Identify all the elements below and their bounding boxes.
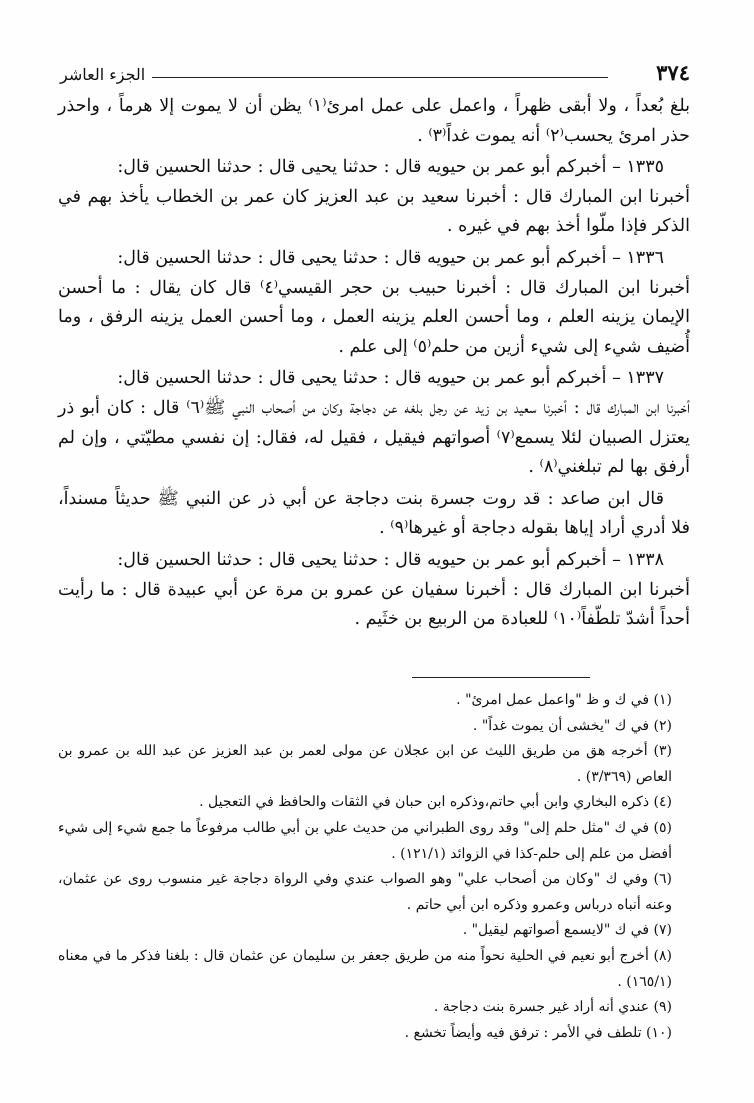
ibn-saed-note: قال ابن صاعد : قد روت جسرة بنت دجاجة عن أبي ذر عن النبي ﷺ حديثاً مسنداً، فلا أدري أراد إياها بقوله دجاجة أو غيرها⁽٩⁾ . (58, 488, 690, 539)
footnote-separator (412, 677, 590, 678)
footnote-5: (٥) في ك "مثل حلم إلى" وقد روى الطبراني من حديث علي بن أبي طالب مرفوعاً ما جمع شيء إلى شيء أفضل من علم إلى حلم-كذا في الزوائد (١٢١/١) . (58, 819, 672, 862)
page-header (60, 60, 690, 86)
hadith-1338-text: أخبرنا ابن المبارك قال : أخبرنا سفيان عن عمرو بن مرة عن أبي عبيدة قال : ما رأيت أحداً أشدّ تلطّفاً⁽١٠⁾ للعبادة من الربيع بن خثَيم . (58, 579, 690, 630)
running-title: الجزء العاشر (60, 65, 146, 84)
footnote-6: (٦) وفي ك "وكان من أصحاب علي" وهو الصواب عندي وفي الرواة دجاجة غير منسوب روى عن عثمان، وعنه أنباه درباس وعمرو وذكره ابن أبي حاتم . (58, 871, 672, 913)
footnote-4: (٤) ذكره البخاري وابن أبي حاتم،وذكره ابن حبان في الثقات والحافظ في التعجيل . (199, 794, 672, 811)
hadith-1337-lead: ١٣٣٧ – أخبركم أبو عمر بن حيويه قال : حدثنا يحيى قال : حدثنا الحسين قال: (117, 368, 664, 389)
footnote-7: (٧) في ك "لايسمع أصواتهم ليقيل" . (462, 922, 672, 939)
hadith-1337-text: أخبرنا ابن المبارك قال : أخبرنا سعيد بن زيد عن رجل بلغه عن دجاجة وكان من أصحاب النبي ﷺ⁽٦⁾ قال : كان أبو ذر يعتزل الصبيان لئلا يسمع⁽٧⁾ أصواتهم فيقيل ، فقيل له، فقال: إن نفسي مطيّتي ، وإن لم أرفق بها لم تبلغني⁽٨⁾ . (58, 397, 691, 478)
paragraph-continuation: بلغ بُعداً ، ولا أبقى ظهراً ، واعمل على عمل امرئ⁽١⁾ يظن أن لا يموت إلا هرماً ، واحذر حذر امرئ يحسب⁽٢⁾ أنه يموت غداً⁽٣⁾ . (58, 96, 690, 146)
hadith-1335-lead: ١٣٣٥ – أخبركم أبو عمر بن حيويه قال : حدثنا يحيى قال : حدثنا الحسين قال: (117, 157, 664, 178)
footnote-1: (١) في ك و ظ "واعمل عمل امرئ" . (456, 692, 672, 708)
footnote-10: (١٠) تلطف في الأمر : ترفق فيه وأيضاً تخشع . (404, 1024, 672, 1041)
hadith-1336-lead: ١٣٣٦ – أخبركم أبو عمر بن حيويه قال : حدثنا يحيى قال : حدثنا الحسين قال: (117, 247, 664, 268)
footnote-9: (٩) عندي أنه أراد غير جسرة بنت دجاجة . (433, 999, 672, 1016)
footnote-3: (٣) أخرجه هق من طريق الليث عن ابن عجلان عن مولى لعمر بن عبد العزيز عن عبد الله بن عمرو بن العاص (٣/٣٦٩) . (58, 743, 672, 785)
hadith-1335-text: أخبرنا ابن المبارك قال : أخبرنا سعيد بن عبد العزيز كان عمر بن الخطاب يأخذ بهم في الذكر فإذا ملّوا أخذ بهم في غيره . (58, 186, 690, 237)
main-text (58, 92, 690, 635)
page-number: ٣٧٤ (656, 60, 690, 85)
hadith-1336-text: أخبرنا ابن المبارك قال : أخبرنا حبيب بن حجر القيسي⁽٤⁾ قال كان يقال : ما أحسن الإيمان يزينه العلم ، وما أحسن العلم يزينه العمل ، وما أحسن العمل يزينه الرفق ، وما أُضيف شيء إلى شيء أزين من حلم⁽٥⁾ إلى علم . (58, 277, 691, 357)
footnotes (58, 688, 672, 1046)
hadith-1338-lead: ١٣٣٨ – أخبركم أبو عمر بن حيويه قال : حدثنا يحيى قال : حدثنا الحسين قال: (117, 549, 664, 570)
header-rule (152, 77, 608, 78)
footnote-8: (٨) أخرج أبو نعيم في الحلية نحواً منه من طريق جعفر بن سليمان عن عثمان قال : بلغنا فذكر ما في معناه (١٦٥/١) . (58, 947, 672, 990)
footnote-2: (٢) في ك "يخشى أن يموت غداً" . (472, 717, 672, 734)
